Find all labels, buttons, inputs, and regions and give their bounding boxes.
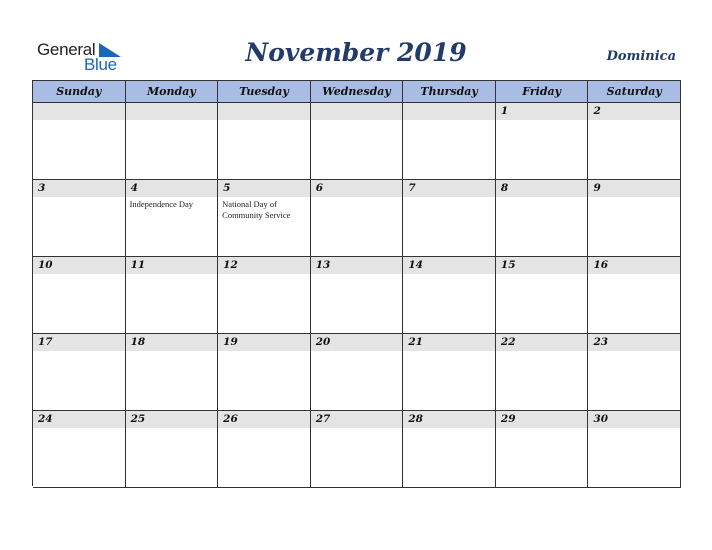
holiday-label <box>218 428 310 430</box>
holiday-label <box>403 274 495 276</box>
weekday-sunday: Sunday <box>33 81 126 103</box>
day-cell[interactable] <box>496 411 589 488</box>
holiday-label <box>496 197 588 199</box>
day-number: 2 <box>588 103 680 120</box>
day-number: 28 <box>403 411 495 428</box>
day-number: 29 <box>496 411 588 428</box>
day-cell[interactable] <box>311 103 404 180</box>
holiday-label <box>496 120 588 122</box>
holiday-label <box>588 120 680 122</box>
holiday-label: Independence Day <box>129 199 194 209</box>
holiday-label <box>588 274 680 276</box>
day-number: 10 <box>33 257 125 274</box>
day-cell[interactable] <box>126 180 219 257</box>
calendar-grid <box>32 80 681 486</box>
day-cell[interactable] <box>218 180 311 257</box>
day-cell[interactable] <box>311 257 404 334</box>
day-cell[interactable] <box>311 180 404 257</box>
holiday-label <box>311 120 403 122</box>
week-row <box>33 103 681 180</box>
day-cell[interactable] <box>403 411 496 488</box>
day-number <box>218 103 310 120</box>
day-number: 13 <box>311 257 403 274</box>
day-number: 3 <box>33 180 125 197</box>
day-cell[interactable] <box>588 334 681 411</box>
day-number <box>33 103 125 120</box>
holiday-label <box>588 351 680 353</box>
holiday-label <box>33 120 125 122</box>
day-number: 6 <box>311 180 403 197</box>
holiday-label: National Day of Community Service <box>222 199 291 220</box>
week-row <box>33 180 681 257</box>
day-number: 21 <box>403 334 495 351</box>
holiday-label <box>403 351 495 353</box>
day-number: 25 <box>126 411 218 428</box>
week-row <box>33 411 681 488</box>
day-number: 23 <box>588 334 680 351</box>
holiday-label <box>126 428 218 430</box>
holiday-label <box>126 351 218 353</box>
day-number: 4 <box>126 180 218 197</box>
day-cell[interactable] <box>588 411 681 488</box>
day-cell[interactable] <box>588 257 681 334</box>
day-cell[interactable] <box>496 257 589 334</box>
day-number: 16 <box>588 257 680 274</box>
day-cell[interactable] <box>33 103 126 180</box>
holiday-label <box>496 428 588 430</box>
day-number: 17 <box>33 334 125 351</box>
day-number: 30 <box>588 411 680 428</box>
day-cell[interactable] <box>218 257 311 334</box>
day-number: 11 <box>126 257 218 274</box>
weekday-thursday: Thursday <box>403 81 496 103</box>
logo-text-general: General <box>37 40 96 59</box>
day-cell[interactable] <box>403 334 496 411</box>
day-cell[interactable] <box>218 103 311 180</box>
day-cell[interactable] <box>588 180 681 257</box>
day-cell[interactable] <box>403 103 496 180</box>
weekday-friday: Friday <box>496 81 589 103</box>
week-row <box>33 334 681 411</box>
day-cell[interactable] <box>218 411 311 488</box>
logo-text-blue: Blue <box>84 55 117 74</box>
day-number: 20 <box>311 334 403 351</box>
day-number: 27 <box>311 411 403 428</box>
holiday-label <box>218 274 310 276</box>
day-number: 5 <box>218 180 310 197</box>
holiday-label <box>33 428 125 430</box>
day-number: 8 <box>496 180 588 197</box>
day-cell[interactable] <box>403 257 496 334</box>
holiday-label <box>218 351 310 353</box>
weekday-tuesday: Tuesday <box>218 81 311 103</box>
day-cell[interactable] <box>126 257 219 334</box>
day-cell[interactable] <box>218 334 311 411</box>
holiday-label <box>311 351 403 353</box>
day-cell[interactable] <box>311 334 404 411</box>
day-cell[interactable] <box>126 103 219 180</box>
day-cell[interactable] <box>496 334 589 411</box>
weekday-header-row <box>33 81 681 103</box>
holiday-label <box>126 274 218 276</box>
day-cell[interactable] <box>33 180 126 257</box>
day-cell[interactable] <box>588 103 681 180</box>
holiday-label <box>126 120 218 122</box>
holiday-label <box>403 120 495 122</box>
holiday-label <box>496 351 588 353</box>
day-number: 26 <box>218 411 310 428</box>
weekday-saturday: Saturday <box>588 81 681 103</box>
day-number: 14 <box>403 257 495 274</box>
calendar-title: November 2019 <box>245 38 467 67</box>
holiday-label <box>33 197 125 199</box>
day-number: 22 <box>496 334 588 351</box>
day-cell[interactable] <box>33 411 126 488</box>
holiday-label <box>403 428 495 430</box>
holiday-label <box>311 428 403 430</box>
day-number: 9 <box>588 180 680 197</box>
weekday-wednesday: Wednesday <box>311 81 404 103</box>
day-number <box>126 103 218 120</box>
holiday-label <box>33 351 125 353</box>
day-number: 18 <box>126 334 218 351</box>
holiday-label <box>311 274 403 276</box>
day-cell[interactable] <box>403 180 496 257</box>
day-number: 12 <box>218 257 310 274</box>
day-number: 19 <box>218 334 310 351</box>
brand-logo <box>37 40 127 74</box>
day-cell[interactable] <box>311 411 404 488</box>
country-name: Dominica <box>606 49 676 64</box>
day-number <box>403 103 495 120</box>
holiday-label <box>33 274 125 276</box>
weekday-monday: Monday <box>126 81 219 103</box>
holiday-label <box>588 197 680 199</box>
day-cell[interactable] <box>126 411 219 488</box>
day-number: 15 <box>496 257 588 274</box>
holiday-label <box>218 120 310 122</box>
day-cell[interactable] <box>126 334 219 411</box>
day-cell[interactable] <box>496 103 589 180</box>
holiday-label <box>403 197 495 199</box>
day-number: 24 <box>33 411 125 428</box>
holiday-label <box>311 197 403 199</box>
holiday-label <box>496 274 588 276</box>
weeks-container <box>33 103 681 488</box>
day-number <box>311 103 403 120</box>
day-number: 7 <box>403 180 495 197</box>
holiday-label <box>588 428 680 430</box>
week-row <box>33 257 681 334</box>
day-cell[interactable] <box>496 180 589 257</box>
day-cell[interactable] <box>33 257 126 334</box>
day-number: 1 <box>496 103 588 120</box>
day-cell[interactable] <box>33 334 126 411</box>
